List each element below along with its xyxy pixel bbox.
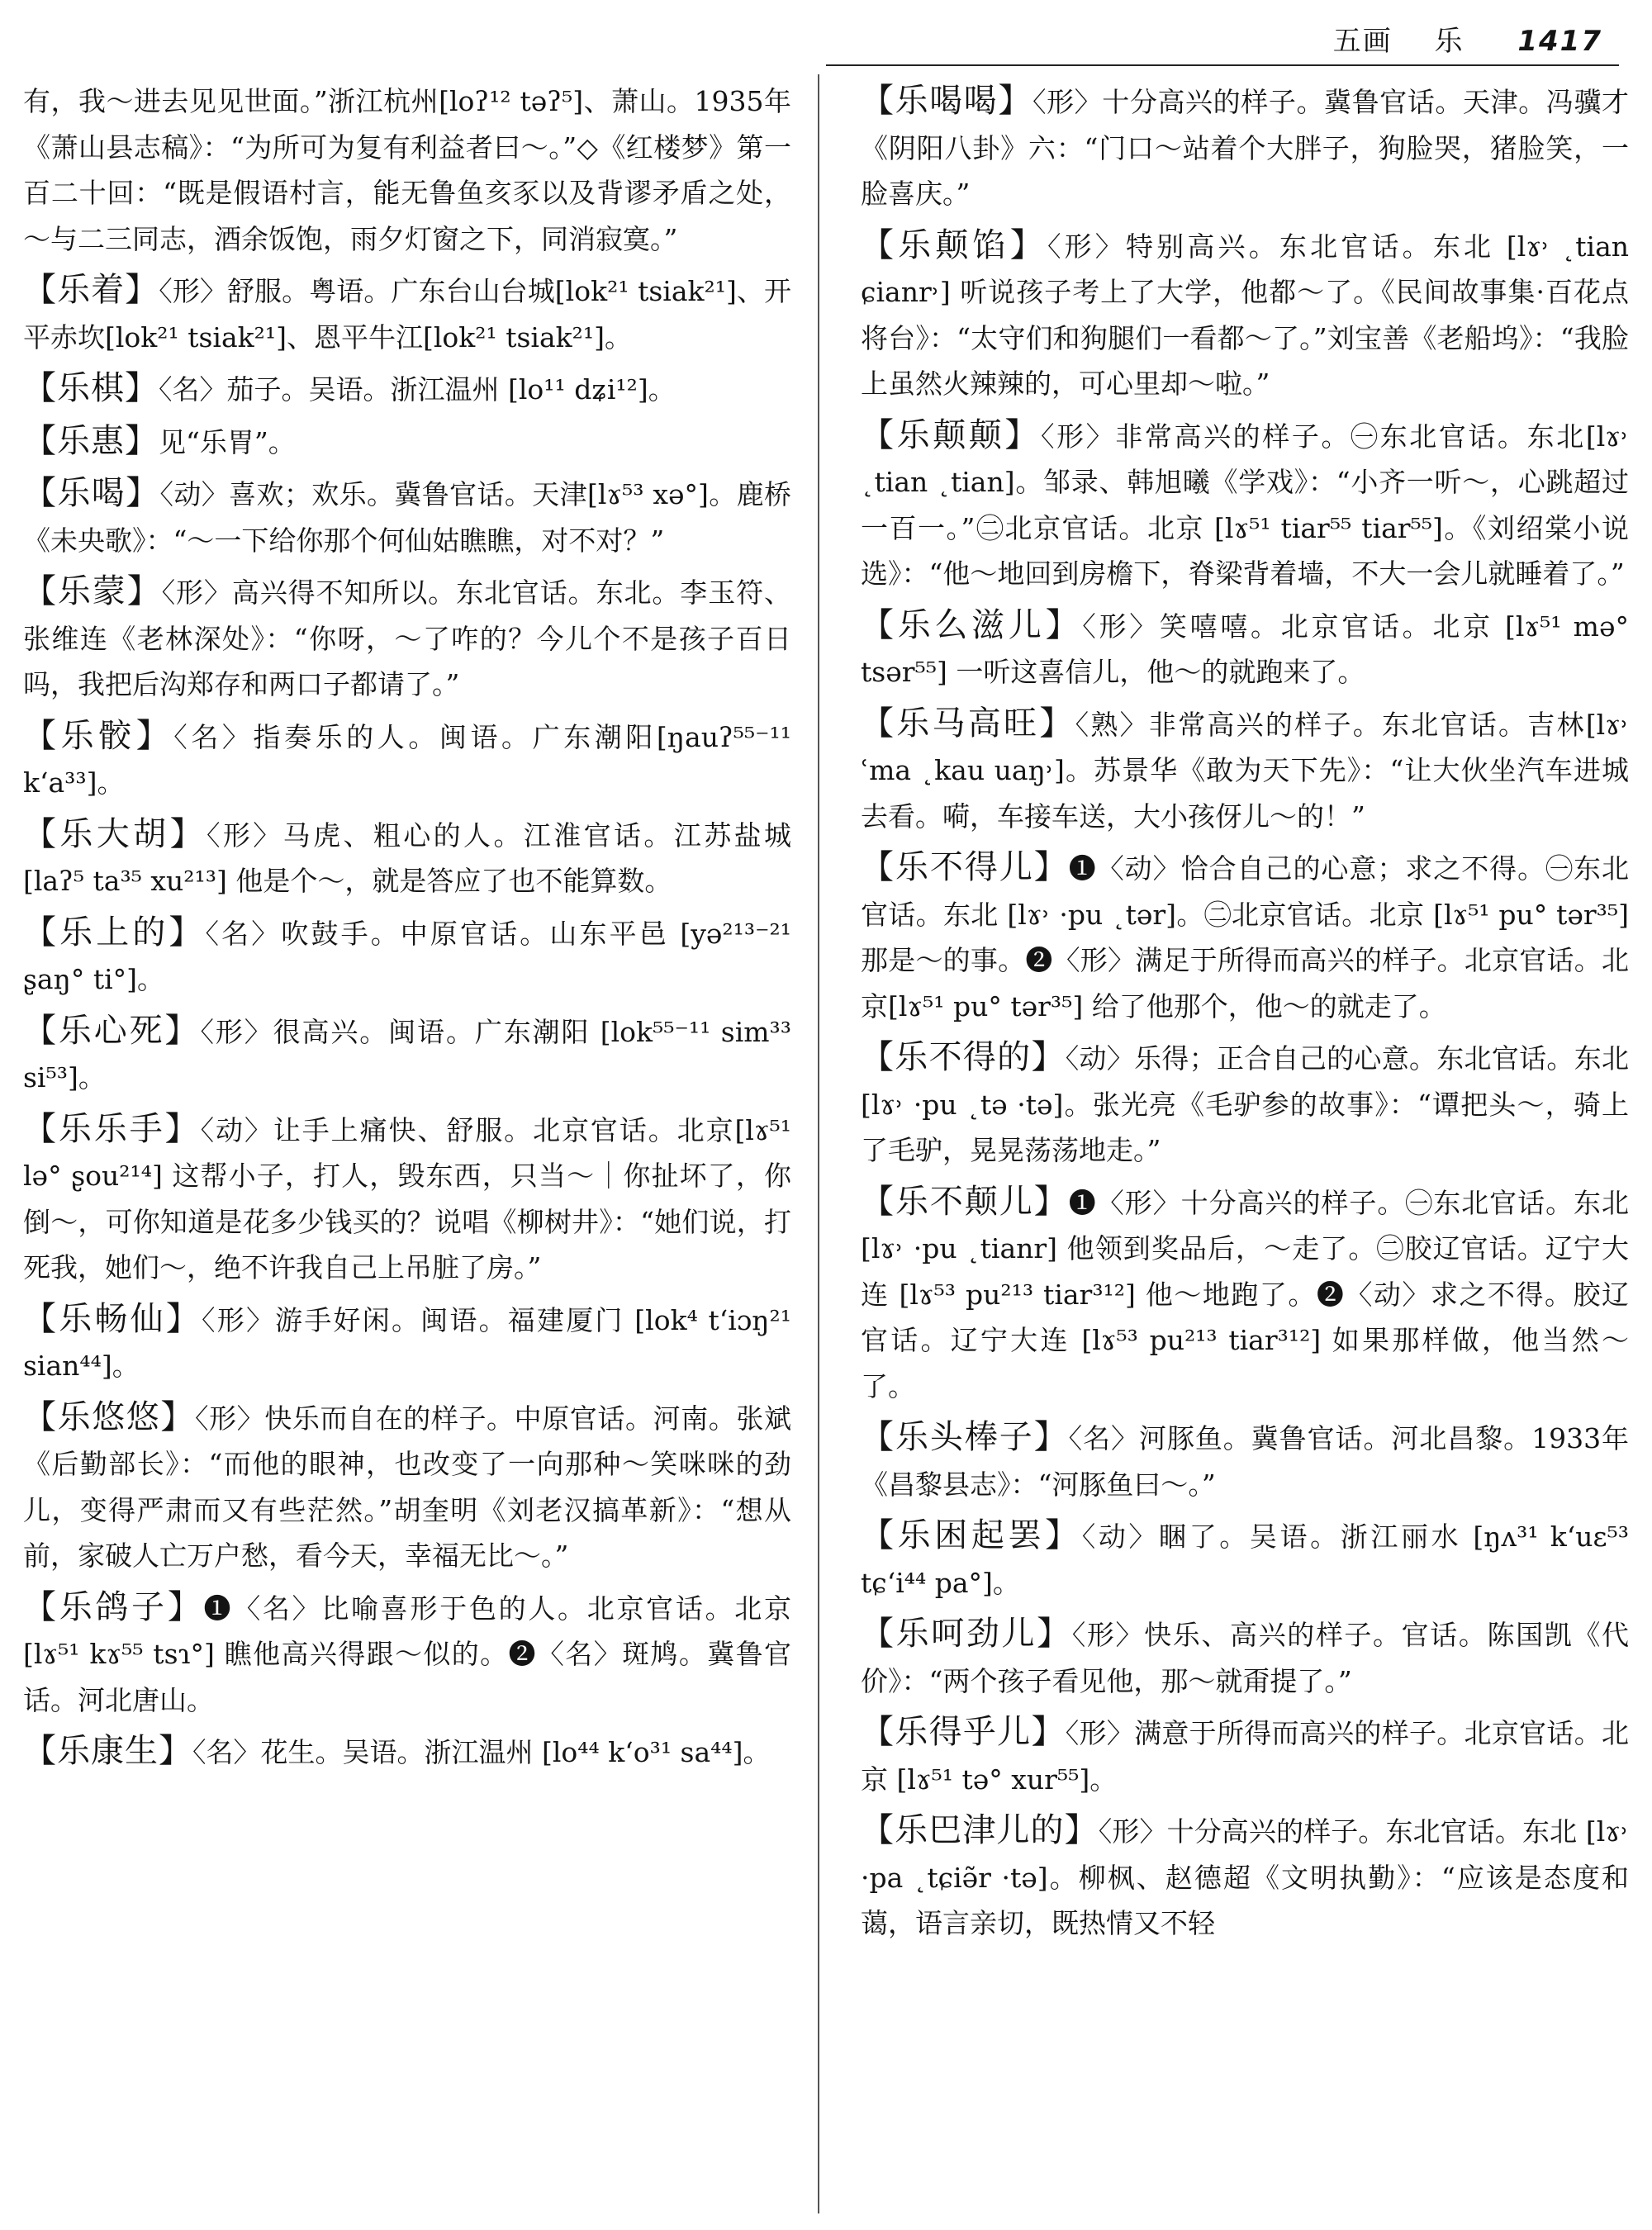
entry-definition: 〈动〉睏了。吴语。浙江丽水 [ŋʌ³¹ kʻuɛ⁵³ tɕʻi⁴⁴ pa°]。 <box>861 1521 1629 1599</box>
dictionary-entry <box>861 1808 1629 1947</box>
entry-definition: ❶〈名〉比喻喜形于色的人。北京官话。北京[lɤ⁵¹ kɤ⁵⁵ tsɿ°] 瞧他高兴得跟～似的。❷〈名〉斑鸠。冀鲁官话。河北唐山。 <box>23 1592 791 1716</box>
entry-headword: 【乐蒙】 <box>23 572 162 610</box>
entry-definition: 〈名〉吹鼓手。中原官话。山东平邑 [yə²¹³⁻²¹ ʂaŋ° ti°]。 <box>23 917 791 995</box>
entry-headword: 【乐着】 <box>23 271 159 309</box>
page-number: 1417 <box>1517 25 1602 58</box>
dictionary-entry <box>861 603 1629 695</box>
page-header <box>1333 18 1602 59</box>
entry-definition: 〈形〉舒服。粤语。广东台山台城[lok²¹ tsiak²¹]、开平赤坎[lok²¹ tsiak²¹]、恩平牛江[lok²¹ tsiak²¹]。 <box>23 275 791 353</box>
dictionary-entry <box>861 1035 1629 1174</box>
dictionary-entry <box>23 419 791 466</box>
dictionary-entry <box>861 1415 1629 1507</box>
dictionary-entry <box>861 1710 1629 1802</box>
entry-headword: 【乐悠悠】 <box>23 1397 195 1436</box>
entry-headword: 【乐呵劲儿】 <box>861 1615 1072 1653</box>
dictionary-entry <box>23 471 791 563</box>
entry-headword: 【乐骹】 <box>23 716 174 755</box>
entry-headword: 【乐不颠儿】 <box>861 1182 1069 1221</box>
entry-headword: 【乐大胡】 <box>23 814 206 853</box>
entry-headword: 【乐么滋儿】 <box>861 605 1083 644</box>
entry-headword: 【乐喝】 <box>23 474 160 512</box>
dictionary-entry <box>23 366 791 413</box>
entry-definition: 〈形〉笑嘻嘻。北京官话。北京 [lɤ⁵¹ mə° tsər⁵⁵] 一听这喜信儿，他～的就跑来了。 <box>861 610 1629 688</box>
entry-headword: 【乐康生】 <box>23 1732 192 1770</box>
entry-definition: 〈形〉很高兴。闽语。广东潮阳 [lok⁵⁵⁻¹¹ sim³³ si⁵³]。 <box>23 1015 791 1094</box>
entry-headword: 【乐头棒子】 <box>861 1418 1069 1456</box>
entry-definition: 〈动〉喜欢；欢乐。冀鲁官话。天津[lɤ⁵³ xə°]。鹿桥《未央歌》：“～一下给你那个何仙姑瞧瞧，对不对？” <box>23 478 791 557</box>
entry-headword: 【乐巴津儿的】 <box>861 1811 1099 1849</box>
dictionary-entry <box>23 268 791 360</box>
column-divider <box>818 74 819 2213</box>
entry-headword: 【乐棋】 <box>23 369 159 407</box>
entry-definition: 〈形〉非常高兴的样子。㊀东北官话。东北[lɤ˒ ˛tian ˛tian]。邹录、韩旭曦《学戏》：“小齐一听～，心跳超过一百一。”㊁北京官话。北京 [lɤ⁵¹ tiar⁵⁵ tiar⁵⁵]。《刘绍棠小说选》：“他～地回到房檐下，脊梁背着墙，不大一会儿就睡着了。” <box>861 420 1629 590</box>
entry-headword: 【乐鸽子】 <box>23 1587 204 1626</box>
head-character: 乐 <box>1434 25 1464 58</box>
entry-headword: 【乐乐手】 <box>23 1109 201 1148</box>
dictionary-entry <box>861 701 1629 840</box>
entry-headword: 【乐颠馅】 <box>861 225 1047 264</box>
entry-definition: 〈名〉指奏乐的人。闽语。广东潮阳[ŋauʔ⁵⁵⁻¹¹ kʻa³³]。 <box>23 720 791 799</box>
entry-headword: 【乐颠颠】 <box>861 415 1041 454</box>
entry-headword: 【乐不得儿】 <box>861 848 1069 886</box>
entry-definition: 〈形〉快乐而自在的样子。中原官话。河南。张斌《后勤部长》：“而他的眼神，也改变了一向那种～笑咪咪的劲儿，变得严肃而又有些茫然。”胡奎明《刘老汉搞革新》：“想从前，家破人亡万户愁，看今天，幸福无比～。” <box>23 1402 791 1572</box>
entry-headword: 【乐心死】 <box>23 1011 201 1050</box>
entry-definition: ❶〈动〉恰合自己的心意；求之不得。㊀东北官话。东北 [lɤ˒ ·pu ˛tər]。㊁北京官话。北京 [lɤ⁵¹ pu° tər³⁵] 那是～的事。❷〈形〉满足于所得而高兴的样子。北京官话。北京[lɤ⁵¹ pu° tər³⁵] 给了他那个，他～的就走了。 <box>861 852 1629 1022</box>
entry-headword: 【乐不得的】 <box>861 1038 1066 1076</box>
entry-definition: 〈熟〉非常高兴的样子。东北官话。吉林[lɤ˒ ʿma ˛kau uaŋ˒]。苏景华《敢为天下先》：“让大伙坐汽车进城去看。嗬，车接车送，大小孩伢儿～的！” <box>861 708 1629 833</box>
entry-definition: 〈形〉十分高兴的样子。冀鲁官话。天津。冯骥才《阴阳八卦》六：“门口～站着个大胖子，狗脸哭，猪脸笑，一脸喜庆。” <box>861 86 1629 210</box>
left-column <box>23 78 791 2218</box>
dictionary-entry <box>861 1179 1629 1410</box>
dictionary-entry <box>861 845 1629 1029</box>
entry-definition: 〈形〉满意于所得而高兴的样子。北京官话。北京 [lɤ⁵¹ tə° xur⁵⁵]。 <box>861 1717 1629 1796</box>
dictionary-entry <box>23 1395 791 1579</box>
entry-definition: 〈名〉河豚鱼。冀鲁官话。河北昌黎。1933年《昌黎县志》：“河豚鱼曰～。” <box>861 1422 1629 1501</box>
entry-definition: 有，我～进去见见世面。”浙江杭州[loʔ¹² təʔ⁵]、萧山。1935年《萧山县志稿》：“为所可为复有利益者曰～。”◇《红楼梦》第一百二十回：“既是假语村言，能无鲁鱼亥豕以及背谬矛盾之处，～与二三同志，酒余饭饱，雨夕灯窗之下，同消寂寞。” <box>23 85 791 255</box>
entry-headword: 【乐畅仙】 <box>23 1299 202 1338</box>
dictionary-entry <box>23 1729 791 1776</box>
dictionary-entry <box>23 1107 791 1291</box>
entry-definition: 见“乐胃”。 <box>159 425 296 458</box>
dictionary-entry <box>23 910 791 1003</box>
dictionary-entry <box>861 223 1629 407</box>
dictionary-entry <box>861 1513 1629 1606</box>
entry-headword: 【乐喝喝】 <box>861 82 1032 120</box>
entry-definition: 〈形〉十分高兴的样子。东北官话。东北 [lɤ˒ ·pa ˛tɕiə̃r ·tə]。柳枫、赵德超《文明执勤》：“应该是态度和蔼，语言亲切，既热情又不轻 <box>861 1815 1629 1939</box>
entry-headword: 【乐上的】 <box>23 913 206 951</box>
entry-headword: 【乐马高旺】 <box>861 704 1075 743</box>
entry-definition: 〈动〉乐得；正合自己的心意。东北官话。东北 [lɤ˒ ·pu ˛tə ·tə]。张光亮《毛驴参的故事》：“谭把头～，骑上了毛驴，晃晃荡荡地走。” <box>861 1042 1629 1166</box>
chapter-label: 五画 <box>1332 25 1393 58</box>
dictionary-entry <box>23 569 791 708</box>
dictionary-entry <box>861 1611 1629 1704</box>
dictionary-entry <box>861 78 1629 217</box>
entry-headword: 【乐困起罢】 <box>861 1516 1082 1554</box>
dictionary-entry <box>23 714 791 806</box>
dictionary-entry <box>23 78 791 262</box>
right-column <box>861 78 1629 2218</box>
dictionary-entry <box>861 413 1629 597</box>
dictionary-entry <box>23 1585 791 1724</box>
entry-definition: 〈形〉高兴得不知所以。东北官话。东北。李玉符、张维连《老林深处》：“你呀，～了咋的？今儿个不是孩子百日吗，我把后沟郑存和两口子都请了。” <box>23 576 791 700</box>
dictionary-entry <box>23 1297 791 1389</box>
entry-definition: 〈形〉马虎、粗心的人。江淮官话。江苏盐城 [laʔ⁵ ta³⁵ xu²¹³] 他是个～，就是答应了也不能算数。 <box>23 818 791 897</box>
dictionary-entry <box>23 812 791 904</box>
entry-headword: 【乐得乎儿】 <box>861 1713 1066 1751</box>
header-rule <box>826 64 1619 66</box>
entry-headword: 【乐惠】 <box>23 421 159 460</box>
dictionary-entry <box>23 1008 791 1101</box>
entry-definition: 〈形〉快乐、高兴的样子。官话。陈国凯《代价》：“两个孩子看见他，那～就甭提了。” <box>861 1619 1629 1697</box>
entry-definition: 〈动〉让手上痛快、舒服。北京官话。北京[lɤ⁵¹ lə° ʂou²¹⁴] 这帮小子，打人，毁东西，只当～｜你扯坏了，你倒～，可你知道是花多少钱买的？说唱《柳树井》：“她们说，打死我，她们～，绝不许我自己上吊脏了房。” <box>23 1113 791 1283</box>
entry-definition: 〈名〉花生。吴语。浙江温州 [lo⁴⁴ kʻo³¹ sa⁴⁴]。 <box>192 1736 771 1768</box>
entry-definition: ❶〈形〉十分高兴的样子。㊀东北官话。东北 [lɤ˒ ·pu ˛tianr] 他领到奖品后，～走了。㊁胶辽官话。辽宁大连 [lɤ⁵³ pu²¹³ tiar³¹²] 他～地跑了。❷〈动〉求之不得。胶辽官话。辽宁大连 [lɤ⁵³ pu²¹³ tiar³¹²] 如果那样做，他当然～了。 <box>861 1186 1629 1402</box>
entry-definition: 〈形〉游手好闲。闽语。福建厦门 [lok⁴ tʻiɔŋ²¹ sian⁴⁴]。 <box>23 1303 791 1382</box>
entry-definition: 〈形〉特别高兴。东北官话。东北 [lɤ˒ ˛tian ɕianr˒] 听说孩子考上了大学，他都～了。《民间故事集·百花点将台》：“太守们和狗腿们一看都～了。”刘宝善《老船坞》：“我脸上虽然火辣辣的，可心里却～啦。” <box>861 230 1629 400</box>
entry-definition: 〈名〉茄子。吴语。浙江温州 [lo¹¹ dʑi¹²]。 <box>159 373 676 406</box>
